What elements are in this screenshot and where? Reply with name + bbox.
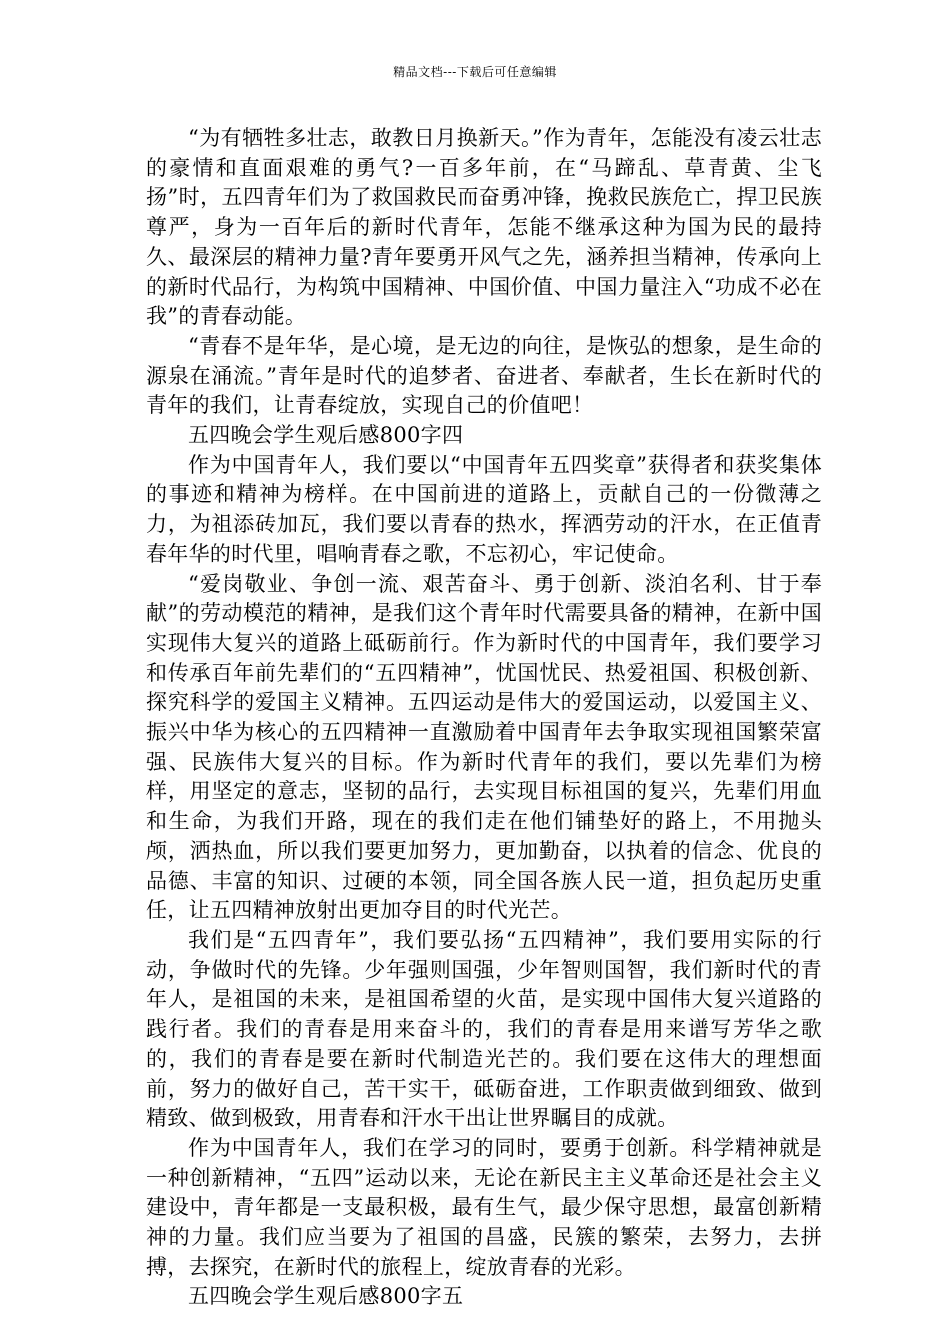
- section-heading: 五四晚会学生观后感800字四: [188, 423, 464, 448]
- paragraph: “爱岗敬业、争创一流、艰苦奋斗、勇于创新、淡泊名利、甘于奉献”的劳动模范的精神，是我们这个青年时代需要具备的精神，在新中国实现伟大复兴的道路上砥砺前行。作为新时代的中国青年，我们要学习和传承百年前先辈们的“五四精神”，忧国忧民、热爱祖国、积极创新、探究科学的爱国主义精神。五四运动是伟大的爱国运动，以爱国主义、振兴中华为核心的五四精神一直激励着中国青年去争取实现祖国繁荣富强、民族伟大复兴的目标。作为新时代青年的我们，要以先辈们为榜样，用坚定的意志，坚韧的品行，去实现目标祖国的复兴，先辈们用血和生命，为我们开路，现在的我们走在他们铺垫好的路上，不用抛头颅，洒热血，所以我们要更加努力，更加勤奋，以执着的信念、优良的品德、丰富的知识、过硬的本领，同全国各族人民一道，担负起历史重任，让五四精神放射出更加夺目的时代光芒。: [146, 571, 822, 923]
- section-heading: 五四晚会学生观后感800字五: [188, 1284, 464, 1309]
- paragraph: 我们是“五四青年”，我们要弘扬“五四精神”，我们要用实际的行动，争做时代的先锋。少年强则国强，少年智则国智，我们新时代的青年人，是祖国的未来，是祖国希望的火苗，是实现中国伟大复兴道路的践行者。我们的青春是用来奋斗的，我们的青春是用来谱写芳华之歌的，我们的青春是要在新时代制造光芒的。我们要在这伟大的理想面前，努力的做好自己，苦干实干，砥砺奋进，工作职责做到细致、做到精致、做到极致，用青春和汗水干出让世界瞩目的成就。: [146, 927, 822, 1131]
- paragraph: “青春不是年华，是心境，是无边的向往，是恢弘的想象，是生命的源泉在涌流。”青年是时代的追梦者、奋进者、奉献者，生长在新时代的青年的我们，让青春绽放，实现自己的价值吧！: [146, 333, 822, 418]
- paragraph: 作为中国青年人，我们在学习的同时，要勇于创新。科学精神就是一种创新精神，“五四”运动以来，无论在新民主主义革命还是社会主义建设中，青年都是一支最积极，最有生气，最少保守思想，最富创新精神的力量。我们应当要为了祖国的昌盛，民簇的繁荣，去努力，去拼搏，去探究，在新时代的旅程上，绽放青春的光彩。: [146, 1135, 822, 1279]
- document-body: [146, 124, 822, 1312]
- paragraph: “为有牺牲多壮志，敢教日月换新天。”作为青年，怎能没有凌云壮志的豪情和直面艰难的勇气?一百多年前，在“马蹄乱、草青黄、尘飞扬”时，五四青年们为了救国救民而奋勇冲锋，挽救民族危亡，捍卫民族尊严，身为一百年后的新时代青年，怎能不继承这种为国为民的最持久、最深层的精神力量?青年要勇开风气之先，涵养担当精神，传承向上的新时代品行，为构筑中国精神、中国价值、中国力量注入“功成不必在我”的青春动能。: [146, 126, 822, 329]
- page-header: 精品文档---下载后可任意编辑: [393, 65, 557, 79]
- paragraph: 作为中国青年人，我们要以“中国青年五四奖章”获得者和获奖集体的事迹和精神为榜样。在中国前进的道路上，贡献自己的一份微薄之力，为祖添砖加瓦，我们要以青春的热水，挥洒劳动的汗水，在正值青春年华的时代里，唱响青春之歌，不忘初心，牢记使命。: [146, 452, 822, 566]
